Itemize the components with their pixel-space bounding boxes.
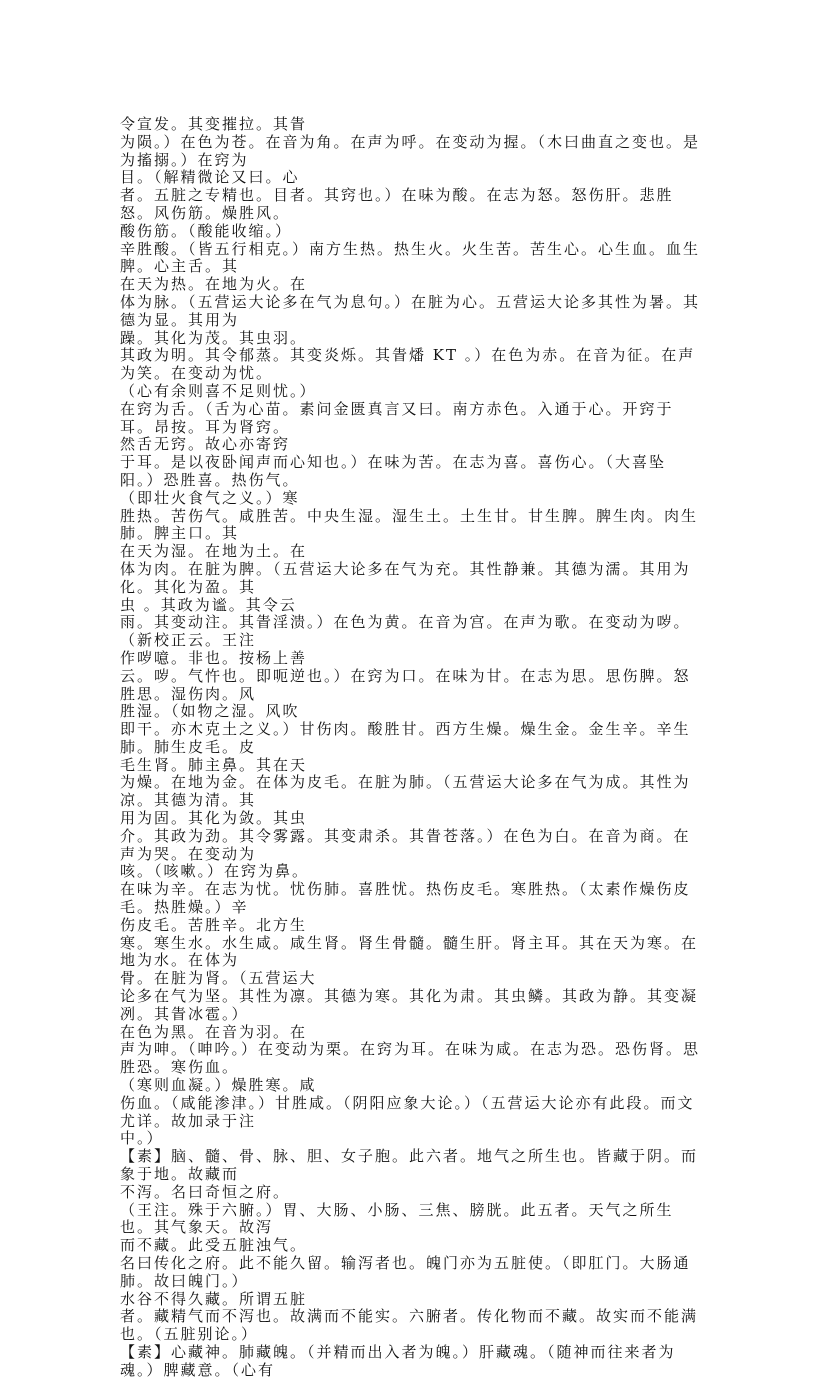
text-line: 者。藏精气而不泻也。故满而不能实。六腑者。传化物而不藏。故实而不能满也。（五脏别论。）	[120, 1307, 699, 1344]
text-line: 毛生肾。肺主鼻。其在天	[120, 755, 308, 774]
text-line: 躁。其化为茂。其虫羽。	[120, 328, 308, 347]
text-line: 咳。（咳嗽。）在窍为鼻。	[120, 862, 310, 881]
text-line: 在味为辛。在志为忧。忧伤肺。喜胜忧。热伤皮毛。寒胜热。（太素作燥伤皮毛。热胜燥。）辛	[120, 880, 691, 917]
text-line: 论多在气为坚。其性为凛。其德为寒。其化为肃。其虫鳞。其政为静。其变凝冽。其眚冰雹。）	[120, 987, 699, 1023]
text-line: 声为呻。（呻吟。）在变动为栗。在窍为耳。在味为咸。在志为恐。恐伤肾。思胜恐。寒伤血。	[120, 1040, 701, 1077]
text-line: 于耳。是以夜卧闻声而心知也。）在味为苦。在志为喜。喜伤心。（大喜坠阳。）恐胜喜。热伤气。	[120, 453, 667, 489]
text-line: 胜热。苦伤气。咸胜苦。中央生湿。湿生土。土生甘。甘生脾。脾生肉。肉生肺。脾主口。其	[120, 506, 699, 543]
document-body	[120, 116, 702, 1380]
text-line: （寒则血凝。）燥胜寒。咸	[120, 1076, 317, 1095]
text-line: 为陨。）在色为苍。在音为角。在声为呼。在变动为握。（木曰曲直之变也。是为搐搦。）在窍为	[120, 132, 701, 169]
text-line: 作哕噫。非也。按杨上善	[120, 648, 308, 667]
text-line: 雨。其变动注。其眚淫溃。）在色为黄。在音为宫。在声为歌。在变动为哕。（新校正云。王注	[120, 613, 691, 650]
text-line: 介。其政为劲。其令雾露。其变肃杀。其眚苍落。）在色为白。在音为商。在声为哭。在变动为	[120, 826, 691, 863]
text-line: 虫 。其政为谧。其令云	[120, 595, 297, 614]
text-line: （即壮火食气之义。）寒	[120, 488, 300, 507]
text-line: 伤皮毛。苦胜辛。北方生	[120, 915, 308, 934]
text-line: 即干。亦木克土之义。）甘伤肉。酸胜甘。西方生燥。燥生金。金生辛。辛生肺。肺生皮毛。皮	[120, 720, 691, 756]
text-line: （心有余则喜不足则忧。）	[120, 381, 317, 400]
text-line: 在色为黑。在音为羽。在	[120, 1022, 308, 1041]
text-line: 其政为明。其令郁蒸。其变炎烁。其眚燔 KT 。）在色为赤。在音为征。在声为笑。在变动为忧。	[120, 346, 696, 383]
text-line: 令宣发。其变摧拉。其眚	[120, 115, 308, 133]
text-line: 在窍为舌。（舌为心苗。素问金匮真言又曰。南方赤色。入通于心。开窍于耳。昂按。耳为肾窍。	[120, 399, 674, 436]
text-line: 中。）	[120, 1129, 164, 1148]
text-line: 在天为热。在地为火。在	[120, 275, 308, 294]
text-line: 云。哕。气忤也。即呃逆也。）在窍为口。在味为甘。在志为思。思伤脾。怒胜思。湿伤肉。风	[120, 666, 691, 703]
text-line: 辛胜酸。（皆五行相克。）南方生热。热生火。火生苦。苦生心。心生血。血生脾。心主舌。其	[120, 239, 701, 276]
text-line: 然舌无窍。故心亦寄窍	[120, 435, 291, 454]
text-line: 胜湿。（如物之湿。风吹	[120, 702, 300, 721]
text-line: 目。（解精微论又曰。心	[120, 168, 300, 187]
text-line: 者。五脏之专精也。目者。其窍也。）在味为酸。在志为怒。怒伤肝。悲胜怒。风伤筋。燥胜风。	[120, 186, 674, 222]
text-line: 伤血。（咸能渗津。）甘胜咸。（阴阳应象大论。）（五营运大论亦有此段。而文尤详。故加录于注	[120, 1093, 695, 1130]
text-line: 【素】脑、髓、骨、脉、胆、女子胞。此六者。地气之所生也。皆藏于阴。而象于地。故藏而	[120, 1147, 699, 1184]
text-line: 水谷不得久藏。所谓五脏	[120, 1289, 308, 1308]
text-line: 酸伤筋。（酸能收缩。）	[120, 221, 293, 240]
text-line: 而不藏。此受五脏浊气。	[120, 1236, 308, 1255]
text-line: 体为脉。（五营运大论多在气为息句。）在脏为心。五营运大论多其性为暑。其德为显。其用为	[120, 292, 701, 329]
text-line: 名曰传化之府。此不能久留。输泻者也。魄门亦为五脏使。（即肛门。大肠通肺。故曰魄门。）	[120, 1254, 691, 1290]
text-line: 在天为湿。在地为土。在	[120, 542, 308, 561]
text-line: 用为固。其化为敛。其虫	[120, 809, 308, 828]
text-line: 骨。在脏为肾。（五营运大	[120, 969, 317, 988]
text-line: （王注。殊于六腑。）胃、大肠、小肠、三焦、膀胱。此五者。天气之所生也。其气象天。故泻	[120, 1200, 674, 1237]
text-line: 【素】心藏神。肺藏魄。（并精而出入者为魄。）肝藏魂。（随神而往来者为魂。）脾藏意。（心有	[120, 1342, 676, 1379]
text-line: 不泻。名曰奇恒之府。	[120, 1182, 291, 1201]
text-line: 体为肉。在脏为脾。（五营运大论多在气为充。其性静兼。其德为濡。其用为化。其化为盈。其	[120, 559, 691, 596]
text-line: 寒。寒生水。水生咸。咸生肾。肾生骨髓。髓生肝。肾主耳。其在天为寒。在地为水。在体为	[120, 933, 699, 970]
text-line: 为燥。在地为金。在体为皮毛。在脏为肺。（五营运大论多在气为成。其性为凉。其德为清。其	[120, 773, 691, 810]
